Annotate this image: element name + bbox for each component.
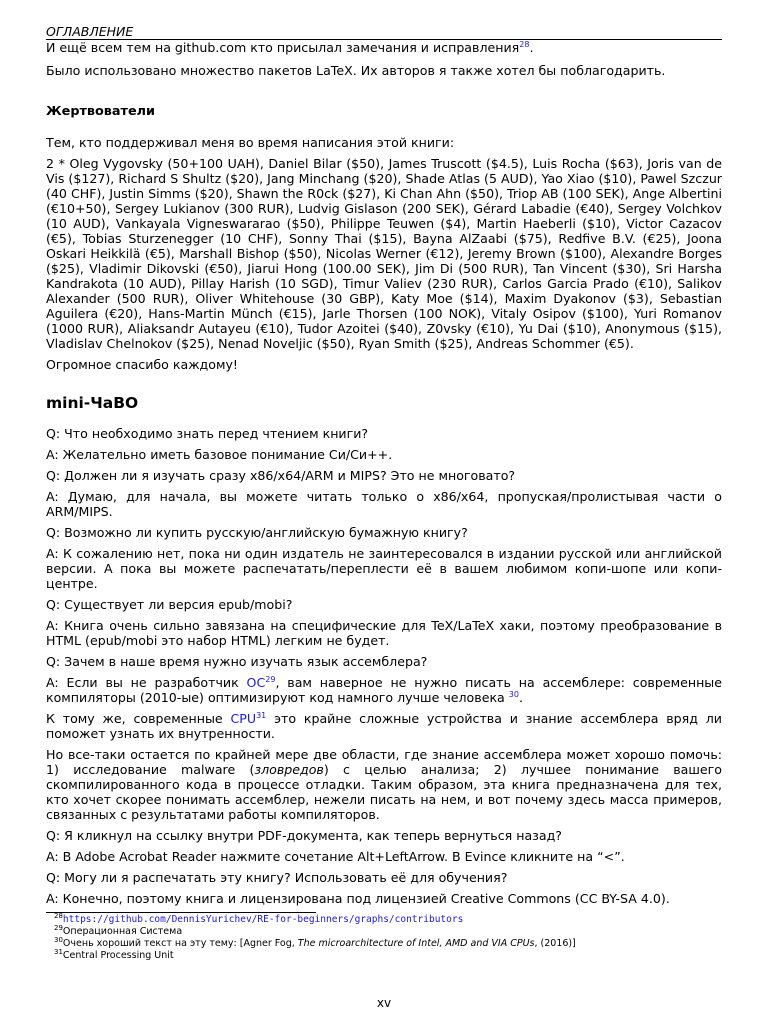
faq-q5: Q: Зачем в наше время нужно изучать язык ассемблера? [46,654,428,669]
faq-a5-mid: , вам наверное не нужно писать на ассемблере: современные компиляторы (2010-ые) оптимизируют код намного лучше человека [46,675,722,705]
running-header: ОГЛАВЛЕНИЕ [46,24,722,40]
faq-a9: A: Конечно, поэтому книга и лицензирована под лицензией Creative Commons (CC BY-SA 4.0). [46,891,670,906]
footnote-29-text: Операционная Система [62,926,183,937]
faq-a8: A: В Adobe Acrobat Reader нажмите сочетание Alt+LeftArrow. В Evince кликните на “<”. [46,849,625,864]
contributors-url-link[interactable]: https://github.com/DennisYurichev/RE-for-beginners/graphs/contributors [62,914,464,925]
malware-emphasis: зловредов [254,762,324,777]
contributors-line [46,40,722,55]
faq-malware-paragraph [46,747,722,822]
latex-line [46,63,722,78]
footnote-31-num: 31 [54,947,63,956]
faq-a2: A: Думаю, для начала, вы можете читать только о x86/x64, пропуская/пролистывая части о ARM/MIPS. [46,489,722,519]
footnote-29-num: 29 [54,923,63,932]
malware-pre: Но все-таки остается по крайней мере две области, где знание ассемблера может хорошо помочь: 1) исследование malware ( [46,747,722,777]
footnotes [54,911,576,962]
os-link[interactable]: OC [246,675,266,690]
faq-a5 [46,675,722,705]
faq-q2: Q: Должен ли я изучать сразу x86/x64/ARM и MIPS? Это не многовато? [46,468,516,483]
donors-list: 2 * Oleg Vygovsky (50+100 UAH), Daniel Bilar ($50), James Truscott ($4.5), Luis Rocha ($63), Joris van de Vis ($127), Richard S Shultz ($20), Jang Minchang ($20), Shade Atlas (5 AUD), Yao Xiao ($10), Pawel Szczur (40 CHF), Justin Simms ($20), Shawn the R0ck ($27), Ki Chan Ahn ($50), Triop AB (100 SEK), Ange Albertini (€10+50), Sergey Lukianov (300 RUR), Ludvig Gislason (200 SEK), Gérard Labadie (€40), Sergey Volchkov (10 AUD), Vankayala Vigneswararao ($50), Philippe Teuwen ($4), Martin Haeberli ($10), Victor Cazacov (€5), Tobias Sturzenegger (10 CHF), Sonny Thai ($15), Bayna AlZaabi ($75), Redfive B.V. (€25), Joona Oskari Heikkilä (€5), Marshall Bishop ($50), Nicolas Werner (€12), Jeremy Brown ($100), Alexandre Borges ($25), Vladimir Dikovski (€50), Jiarui Hong (100.00 SEK), Jim Di (500 RUR), Tan Vincent ($30), Sri Harsha Kandrakota (10 AUD), Pillay Harish (10 SGD), Timur Valiev (230 RUR), Carlos Garcia Prado (€10), Salikov Alexander (500 RUR), Oliver Whitehouse (30 GBP), Katy Moe ($14), Maxim Dyakonov ($3), Sebastian Aguilera (€20), Hans-Martin Münch (€15), Jarle Thorsen (100 NOK), Vitaly Osipov ($100), Yuri Romanov (1000 RUR), Aliaksandr Autayeu (€10), Tudor Azoitei ($40), Z0vsky (€10), Yu Dai ($10), Anonymous ($15), Vladislav Chelnokov ($25), Nenad Noveljic ($50), Ryan Smith ($25), Andreas Schommer (€5). [46,156,722,351]
faq-cpu-paragraph [46,711,722,741]
footnote-ref-29[interactable]: 29 [265,674,276,684]
footnote-28-num: 28 [54,911,63,920]
footnote-ref-30[interactable]: 30 [508,689,519,699]
page-number: xv [376,996,392,1010]
latex-pre: Было использовано множество пакетов [46,63,317,78]
footnote-30-pre: Очень хороший текст на эту тему: [Agner Fog, [62,938,298,949]
footnote-28 [54,911,576,926]
faq-q4: Q: Существует ли версия epub/mobi? [46,597,293,612]
contributors-end: . [529,40,534,55]
footnote-rule [46,912,316,913]
latex-post: . Их авторов я также хотел бы поблагодарить. [352,63,666,78]
footnote-30-post: , (2016)] [534,938,576,949]
donors-intro: Тем, кто поддерживал меня во время написания этой книги: [46,135,455,150]
faq-q9: Q: Могу ли я распечатать эту книгу? Использовать её для обучения? [46,870,508,885]
latex-logo: LaTeX [316,63,353,78]
faq-q1: Q: Что необходимо знать перед чтением книги? [46,426,369,441]
faq-a1: A: Желательно иметь базовое понимание Си/Си++. [46,447,393,462]
donors-heading: Жертвователи [46,104,155,119]
footnote-30-num: 30 [54,935,63,944]
footnote-ref-31[interactable]: 31 [256,710,267,720]
footnote-31 [54,947,576,962]
footnote-ref-28[interactable]: 28 [519,39,530,49]
faq-a3: A: К сожалению нет, пока ни один издатель не заинтересовался в издании русской или английской версии. А пока вы можете распечатать/переплести её в вашем любимом копи-шопе или копи-центре. [46,546,722,591]
footnote-30-title: The microarchitecture of Intel, AMD and VIA CPUs [297,938,535,949]
cpu-post: это крайне сложные устройства и знание ассемблера вряд ли поможет узнать их внутренности. [46,711,722,741]
contributors-text: И ещё всем тем на github.com кто присылал замечания и исправления [46,40,520,55]
faq-a5-pre: A: Если вы не разработчик [46,675,247,690]
donors-thanks: Огромное спасибо каждому! [46,357,238,372]
faq-q8: Q: Я кликнул на ссылку внутри PDF-документа, как теперь вернуться назад? [46,828,562,843]
footnote-31-text: Central Processing Unit [62,950,174,961]
footnote-30 [54,935,576,950]
faq-heading: mini-ЧаВО [46,394,139,412]
cpu-pre: К тому же, современные [46,711,231,726]
faq-a4: A: Книга очень сильно завязана на специфические для TeX/LaTeX хаки, поэтому преобразование в HTML (epub/mobi это набор HTML) легким не будет. [46,618,722,648]
faq-q3: Q: Возможно ли купить русскую/английскую бумажную книгу? [46,525,468,540]
cpu-link[interactable]: CPU [230,711,257,726]
faq-a5-end: . [518,690,523,705]
malware-post: ) с целью анализа; 2) лучшее понимание вашего скомпилированного кода в процессе отладки. Таким образом, эта книга предназначена для тех, кто хочет скорее понимать ассемблер, нежели писать на нем, и вот почему здесь масса примеров, связанных с результатами работы компиляторов. [46,762,722,822]
footnote-29 [54,923,576,938]
page-body [46,24,722,906]
